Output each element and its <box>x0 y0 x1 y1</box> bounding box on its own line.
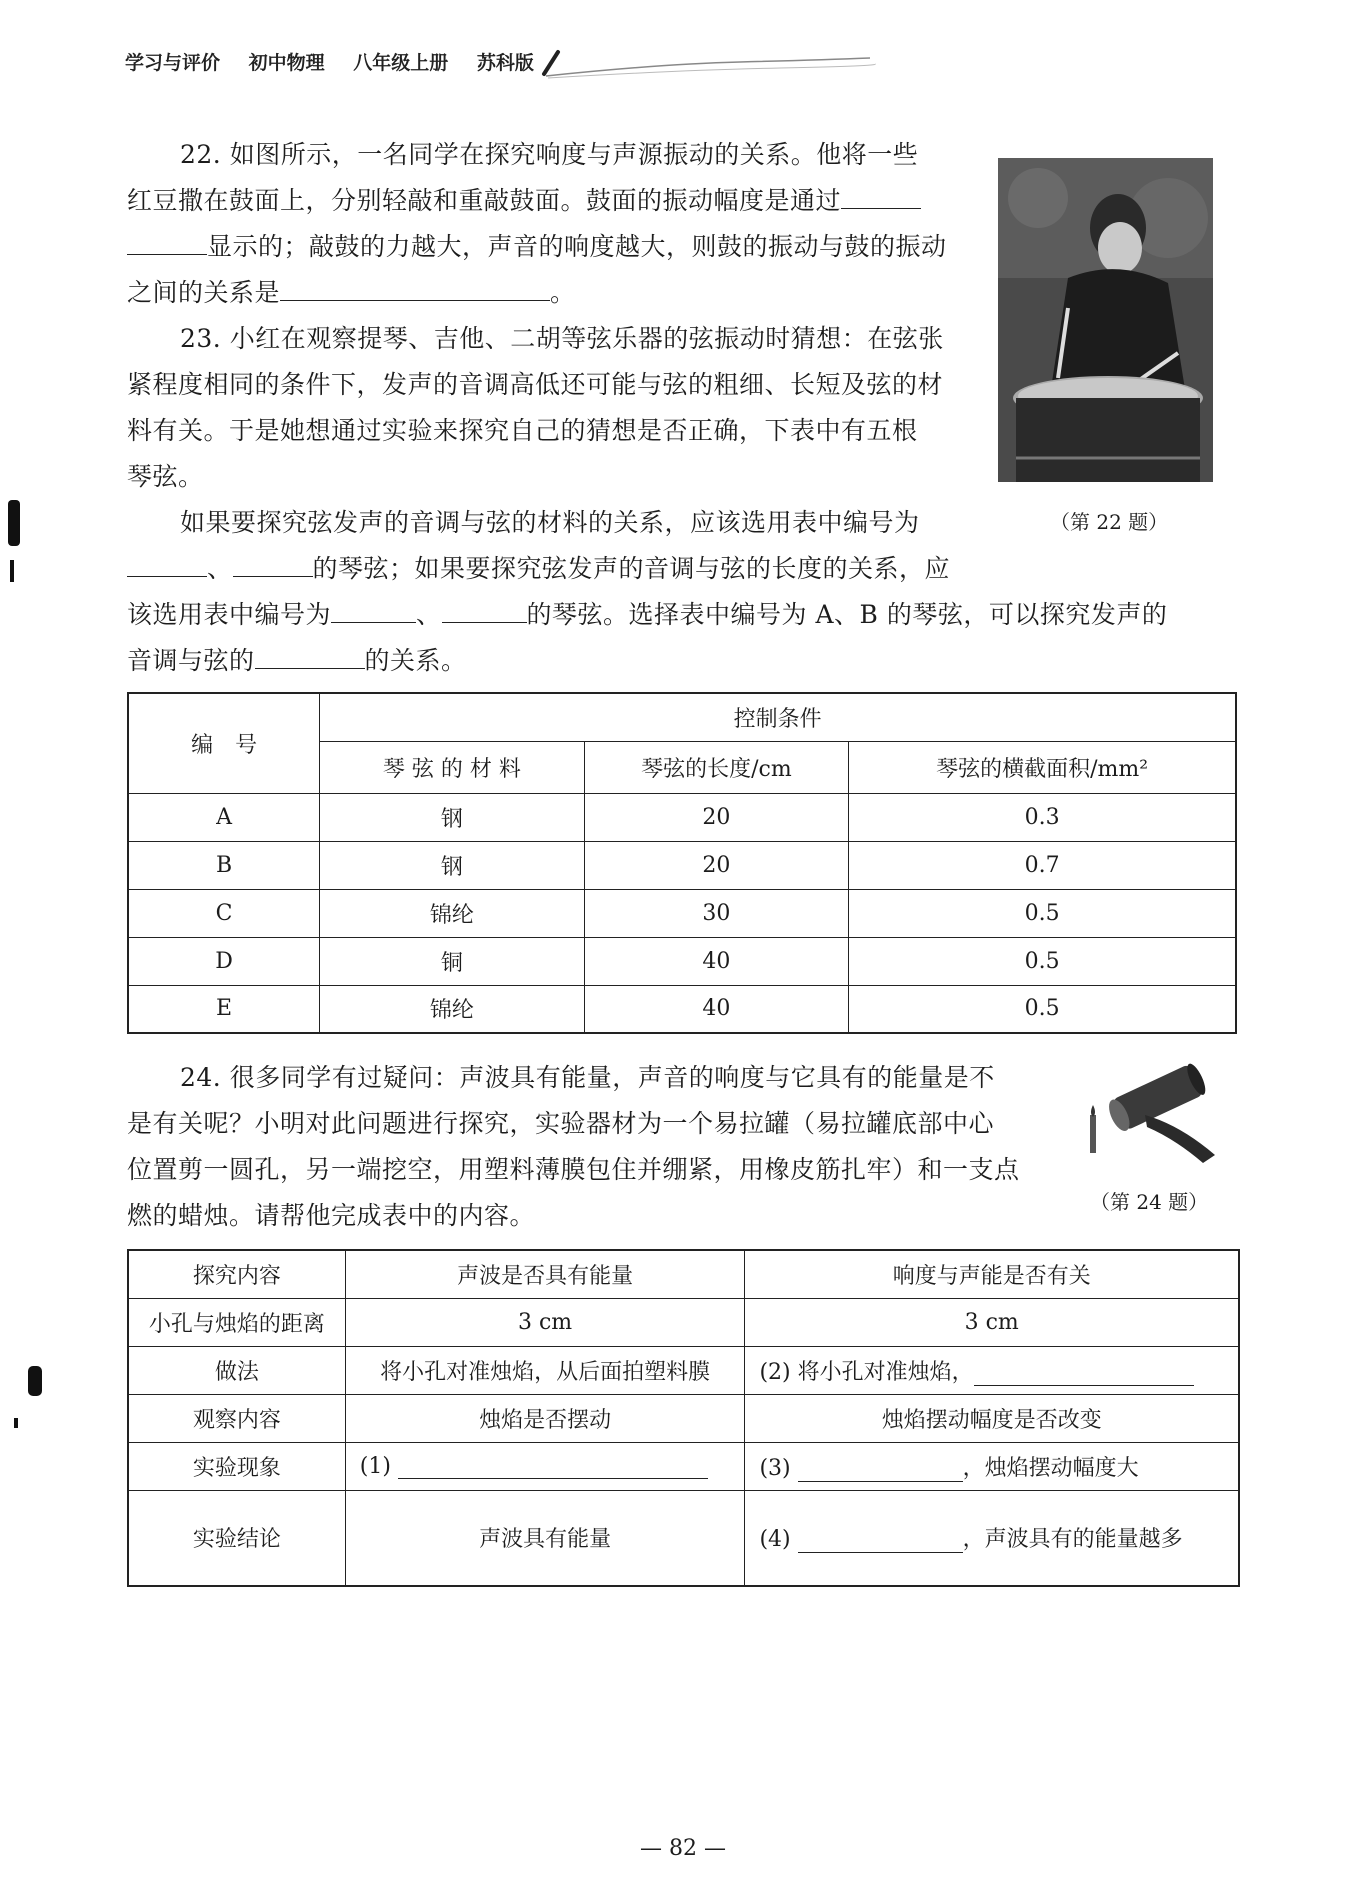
q23-line-6-text: 的琴弦；如果要探究弦发声的音调与弦的长度的关系，应 <box>312 554 951 583</box>
cell-material: 铜 <box>320 937 584 985</box>
q23-line-7-text: 该选用表中编号为 <box>127 600 332 629</box>
cell-col2: 响度与声能是否有关 <box>745 1250 1239 1298</box>
answer-blank[interactable] <box>233 552 313 577</box>
q24-line-3: 位置剪一圆孔，另一端挖空，用塑料薄膜包住并绷紧，用橡皮筋扎牢）和一支点 <box>127 1155 1020 1184</box>
q24-line-1: 24. 很多同学有过疑问：声波具有能量，声音的响度与它具有的能量是不 <box>180 1063 995 1092</box>
cell-material: 钢 <box>320 841 584 889</box>
cell-col1 <box>345 1442 745 1490</box>
scan-mark <box>10 560 14 582</box>
answer-blank[interactable] <box>398 1456 708 1479</box>
answer-blank[interactable] <box>127 230 207 255</box>
q23-line-1: 23. 小红在观察提琴、吉他、二胡等弦乐器的弦振动时猜想：在弦张 <box>180 324 944 353</box>
cell-area: 0.5 <box>849 889 1236 937</box>
q23-line-8 <box>127 638 467 684</box>
cell-col2: 烛焰摆动幅度是否改变 <box>745 1394 1239 1442</box>
table-row <box>128 1346 1239 1394</box>
col-id-header: 编 号 <box>128 693 320 793</box>
answer-blank[interactable] <box>280 276 550 301</box>
row-label: 实验现象 <box>128 1442 345 1490</box>
q22-line-2-text: 红豆撒在鼓面上，分别轻敲和重敲鼓面。鼓面的振动幅度是通过 <box>127 186 842 215</box>
q24-line-2: 是有关呢？小明对此问题进行探究，实验器材为一个易拉罐（易拉罐底部中心 <box>127 1109 995 1138</box>
cell-text: (4) <box>759 1527 791 1553</box>
header-book: 学习与评价 <box>125 52 221 74</box>
cell-id: E <box>128 985 320 1033</box>
table-row <box>128 841 1236 889</box>
row-label: 探究内容 <box>128 1250 345 1298</box>
q22-caption: （第 22 题） <box>1050 510 1169 534</box>
table-row <box>128 1442 1239 1490</box>
answer-blank[interactable] <box>841 184 921 209</box>
cell-col2 <box>745 1346 1239 1394</box>
answer-blank[interactable] <box>255 644 365 669</box>
cell-text: (2) 将小孔对准烛焰， <box>759 1359 974 1385</box>
answer-blank[interactable] <box>127 552 207 577</box>
cell-col2 <box>745 1442 1239 1490</box>
cell-col1: 声波是否具有能量 <box>345 1250 745 1298</box>
table-row <box>128 1394 1239 1442</box>
q23-line-3: 料有关。于是她想通过实验来探究自己的猜想是否正确，下表中有五根 <box>127 416 918 445</box>
row-label: 做法 <box>128 1346 345 1394</box>
header-length: 琴弦的长度/cm <box>584 741 849 793</box>
string-table <box>127 692 1237 1034</box>
cell-col1: 3 cm <box>345 1298 745 1346</box>
cell-length: 40 <box>584 985 849 1033</box>
answer-blank[interactable] <box>442 598 527 623</box>
q23-line-5: 如果要探究弦发声的音调与弦的材料的关系，应该选用表中编号为 <box>180 508 920 537</box>
cell-material: 钢 <box>320 793 584 841</box>
cell-text: (1) <box>359 1453 391 1479</box>
q23-line-7 <box>127 592 1167 638</box>
cell-id: A <box>128 793 320 841</box>
scan-mark <box>8 500 20 546</box>
q22-line-3-text: 显示的；敲鼓的力越大，声音的响度越大，则鼓的振动与鼓的振动 <box>207 232 947 261</box>
cell-col1: 烛焰是否摆动 <box>345 1394 745 1442</box>
cell-area: 0.5 <box>849 937 1236 985</box>
q22-line-2 <box>127 178 921 224</box>
q23-sep: 、 <box>207 554 233 583</box>
running-header <box>125 48 556 75</box>
header-area: 琴弦的横截面积/mm² <box>849 741 1236 793</box>
table-row <box>128 1298 1239 1346</box>
pen-swoosh-icon <box>540 44 880 84</box>
cell-col1: 将小孔对准烛焰，从后面拍塑料膜 <box>345 1346 745 1394</box>
q23-line-6 <box>127 546 950 592</box>
q23-line-8-text: 音调与弦的 <box>127 646 255 675</box>
table-row <box>128 1490 1239 1586</box>
header-material: 琴 弦 的 材 料 <box>320 741 584 793</box>
scan-mark <box>14 1418 18 1428</box>
q22-line-4 <box>127 270 576 316</box>
cell-id: C <box>128 889 320 937</box>
row-label: 小孔与烛焰的距离 <box>128 1298 345 1346</box>
drum-photo-illustration <box>998 158 1213 482</box>
cell-area: 0.7 <box>849 841 1236 889</box>
cell-length: 30 <box>584 889 849 937</box>
table-row <box>128 985 1236 1033</box>
q24-caption: （第 24 题） <box>1090 1190 1209 1214</box>
page-number: — 82 — <box>640 1836 726 1861</box>
header-subject: 初中物理 <box>248 52 325 74</box>
can-candle-illustration <box>1085 1055 1220 1165</box>
table-row <box>128 1250 1239 1298</box>
cell-text-end: ，声波具有的能量越多 <box>962 1527 1183 1553</box>
drum-student-photo <box>998 158 1213 482</box>
scan-mark <box>28 1366 42 1396</box>
q22-line-4-text: 之间的关系是 <box>127 278 281 307</box>
q22-line-3 <box>127 224 947 270</box>
q23-line-8-end: 的关系。 <box>364 646 467 675</box>
table-row <box>128 889 1236 937</box>
cell-col2: 3 cm <box>745 1298 1239 1346</box>
table-row <box>128 793 1236 841</box>
header-edition: 苏科版 <box>476 52 534 74</box>
answer-blank[interactable] <box>974 1363 1194 1386</box>
cell-id: B <box>128 841 320 889</box>
experiment-table <box>127 1249 1240 1587</box>
q23-line-4: 琴弦。 <box>127 462 204 491</box>
answer-blank[interactable] <box>798 1530 963 1553</box>
cell-text-end: ，烛焰摆动幅度大 <box>962 1455 1139 1481</box>
row-label: 实验结论 <box>128 1490 345 1586</box>
q24-line-4: 燃的蜡烛。请帮他完成表中的内容。 <box>127 1201 536 1230</box>
cell-length: 40 <box>584 937 849 985</box>
q22-line-4-end: 。 <box>550 278 576 307</box>
cell-area: 0.3 <box>849 793 1236 841</box>
cell-material: 锦纶 <box>320 889 584 937</box>
cell-id: D <box>128 937 320 985</box>
answer-blank[interactable] <box>798 1459 963 1482</box>
header-grade: 八年级上册 <box>353 52 449 74</box>
cell-length: 20 <box>584 793 849 841</box>
q23-line-7-end: 的琴弦。选择表中编号为 A、B 的琴弦，可以探究发声的 <box>526 600 1168 629</box>
cell-material: 锦纶 <box>320 985 584 1033</box>
cell-col2 <box>745 1490 1239 1586</box>
cell-length: 20 <box>584 841 849 889</box>
answer-blank[interactable] <box>331 598 416 623</box>
q23-sep: 、 <box>416 600 442 629</box>
q22-line-1: 22. 如图所示，一名同学在探究响度与声源振动的关系。他将一些 <box>180 140 919 169</box>
row-label: 观察内容 <box>128 1394 345 1442</box>
cell-text: (3) <box>759 1455 791 1481</box>
q23-line-2: 紧程度相同的条件下，发声的音调高低还可能与弦的粗细、长短及弦的材 <box>127 370 944 399</box>
table-row <box>128 937 1236 985</box>
cell-col1: 声波具有能量 <box>345 1490 745 1586</box>
group-header: 控制条件 <box>320 693 1236 741</box>
cell-area: 0.5 <box>849 985 1236 1033</box>
